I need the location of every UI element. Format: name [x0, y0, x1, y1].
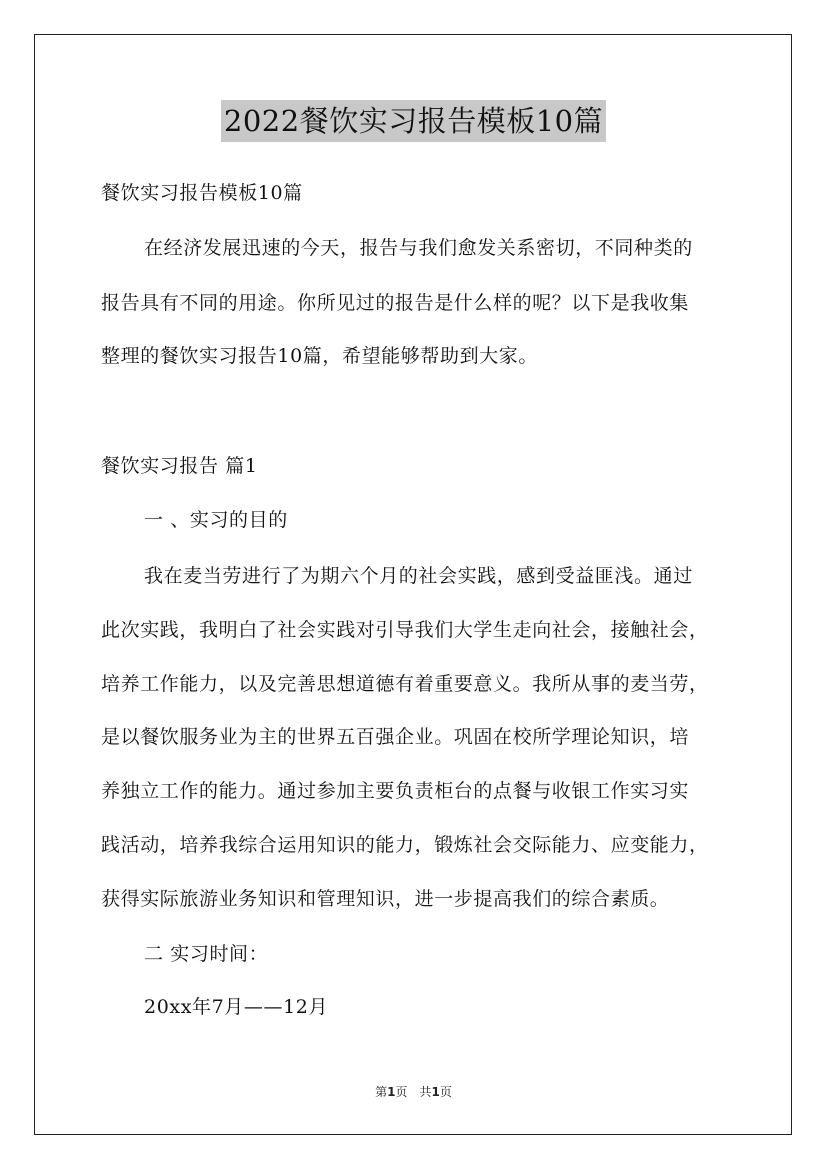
section-heading: 餐饮实习报告 篇1 — [101, 455, 258, 477]
intro-line: 整理的餐饮实习报告10篇，希望能够帮助到大家。 — [101, 345, 538, 367]
intro-line: 在经济发展迅速的今天，报告与我们愈发关系密切，不同种类的 — [144, 237, 693, 259]
paragraph-line: 培养工作能力，以及完善思想道德有着重要意义。我所从事的麦当劳， — [101, 673, 709, 695]
part2-date: 20xx年7月——12月 — [144, 996, 329, 1018]
footer-text: 第 — [375, 1085, 388, 1099]
part2-heading: 二 实习时间： — [144, 943, 269, 965]
footer-page-number: 1 — [387, 1085, 396, 1099]
paragraph-line: 践活动，培养我综合运用知识的能力，锻炼社会交际能力、应变能力， — [101, 834, 709, 856]
footer-text: 页 — [439, 1085, 452, 1099]
part1-heading: 一 、实习的目的 — [144, 509, 288, 531]
paragraph-line: 我在麦当劳进行了为期六个月的社会实践，感到受益匪浅。通过 — [144, 565, 693, 587]
paragraph-line: 养独立工作的能力。通过参加主要负责柜台的点餐与收银工作实习实 — [101, 780, 690, 802]
document-subtitle: 餐饮实习报告模板10篇 — [101, 182, 303, 204]
paragraph-line: 获得实际旅游业务知识和管理知识，进一步提高我们的综合素质。 — [101, 888, 670, 910]
footer-page-total: 1 — [431, 1085, 440, 1099]
paragraph-line: 是以餐饮服务业为主的世界五百强企业。巩固在校所学理论知识，培 — [101, 726, 690, 748]
footer-text: 页 共 — [395, 1085, 432, 1099]
paragraph-line: 此次实践，我明白了社会实践对引导我们大学生走向社会，接触社会， — [101, 619, 709, 641]
title-container — [0, 100, 827, 142]
document-title: 2022餐饮实习报告模板10篇 — [221, 100, 606, 142]
page-footer — [0, 1083, 827, 1100]
intro-line: 报告具有不同的用途。你所见过的报告是什么样的呢？以下是我收集 — [101, 292, 690, 314]
